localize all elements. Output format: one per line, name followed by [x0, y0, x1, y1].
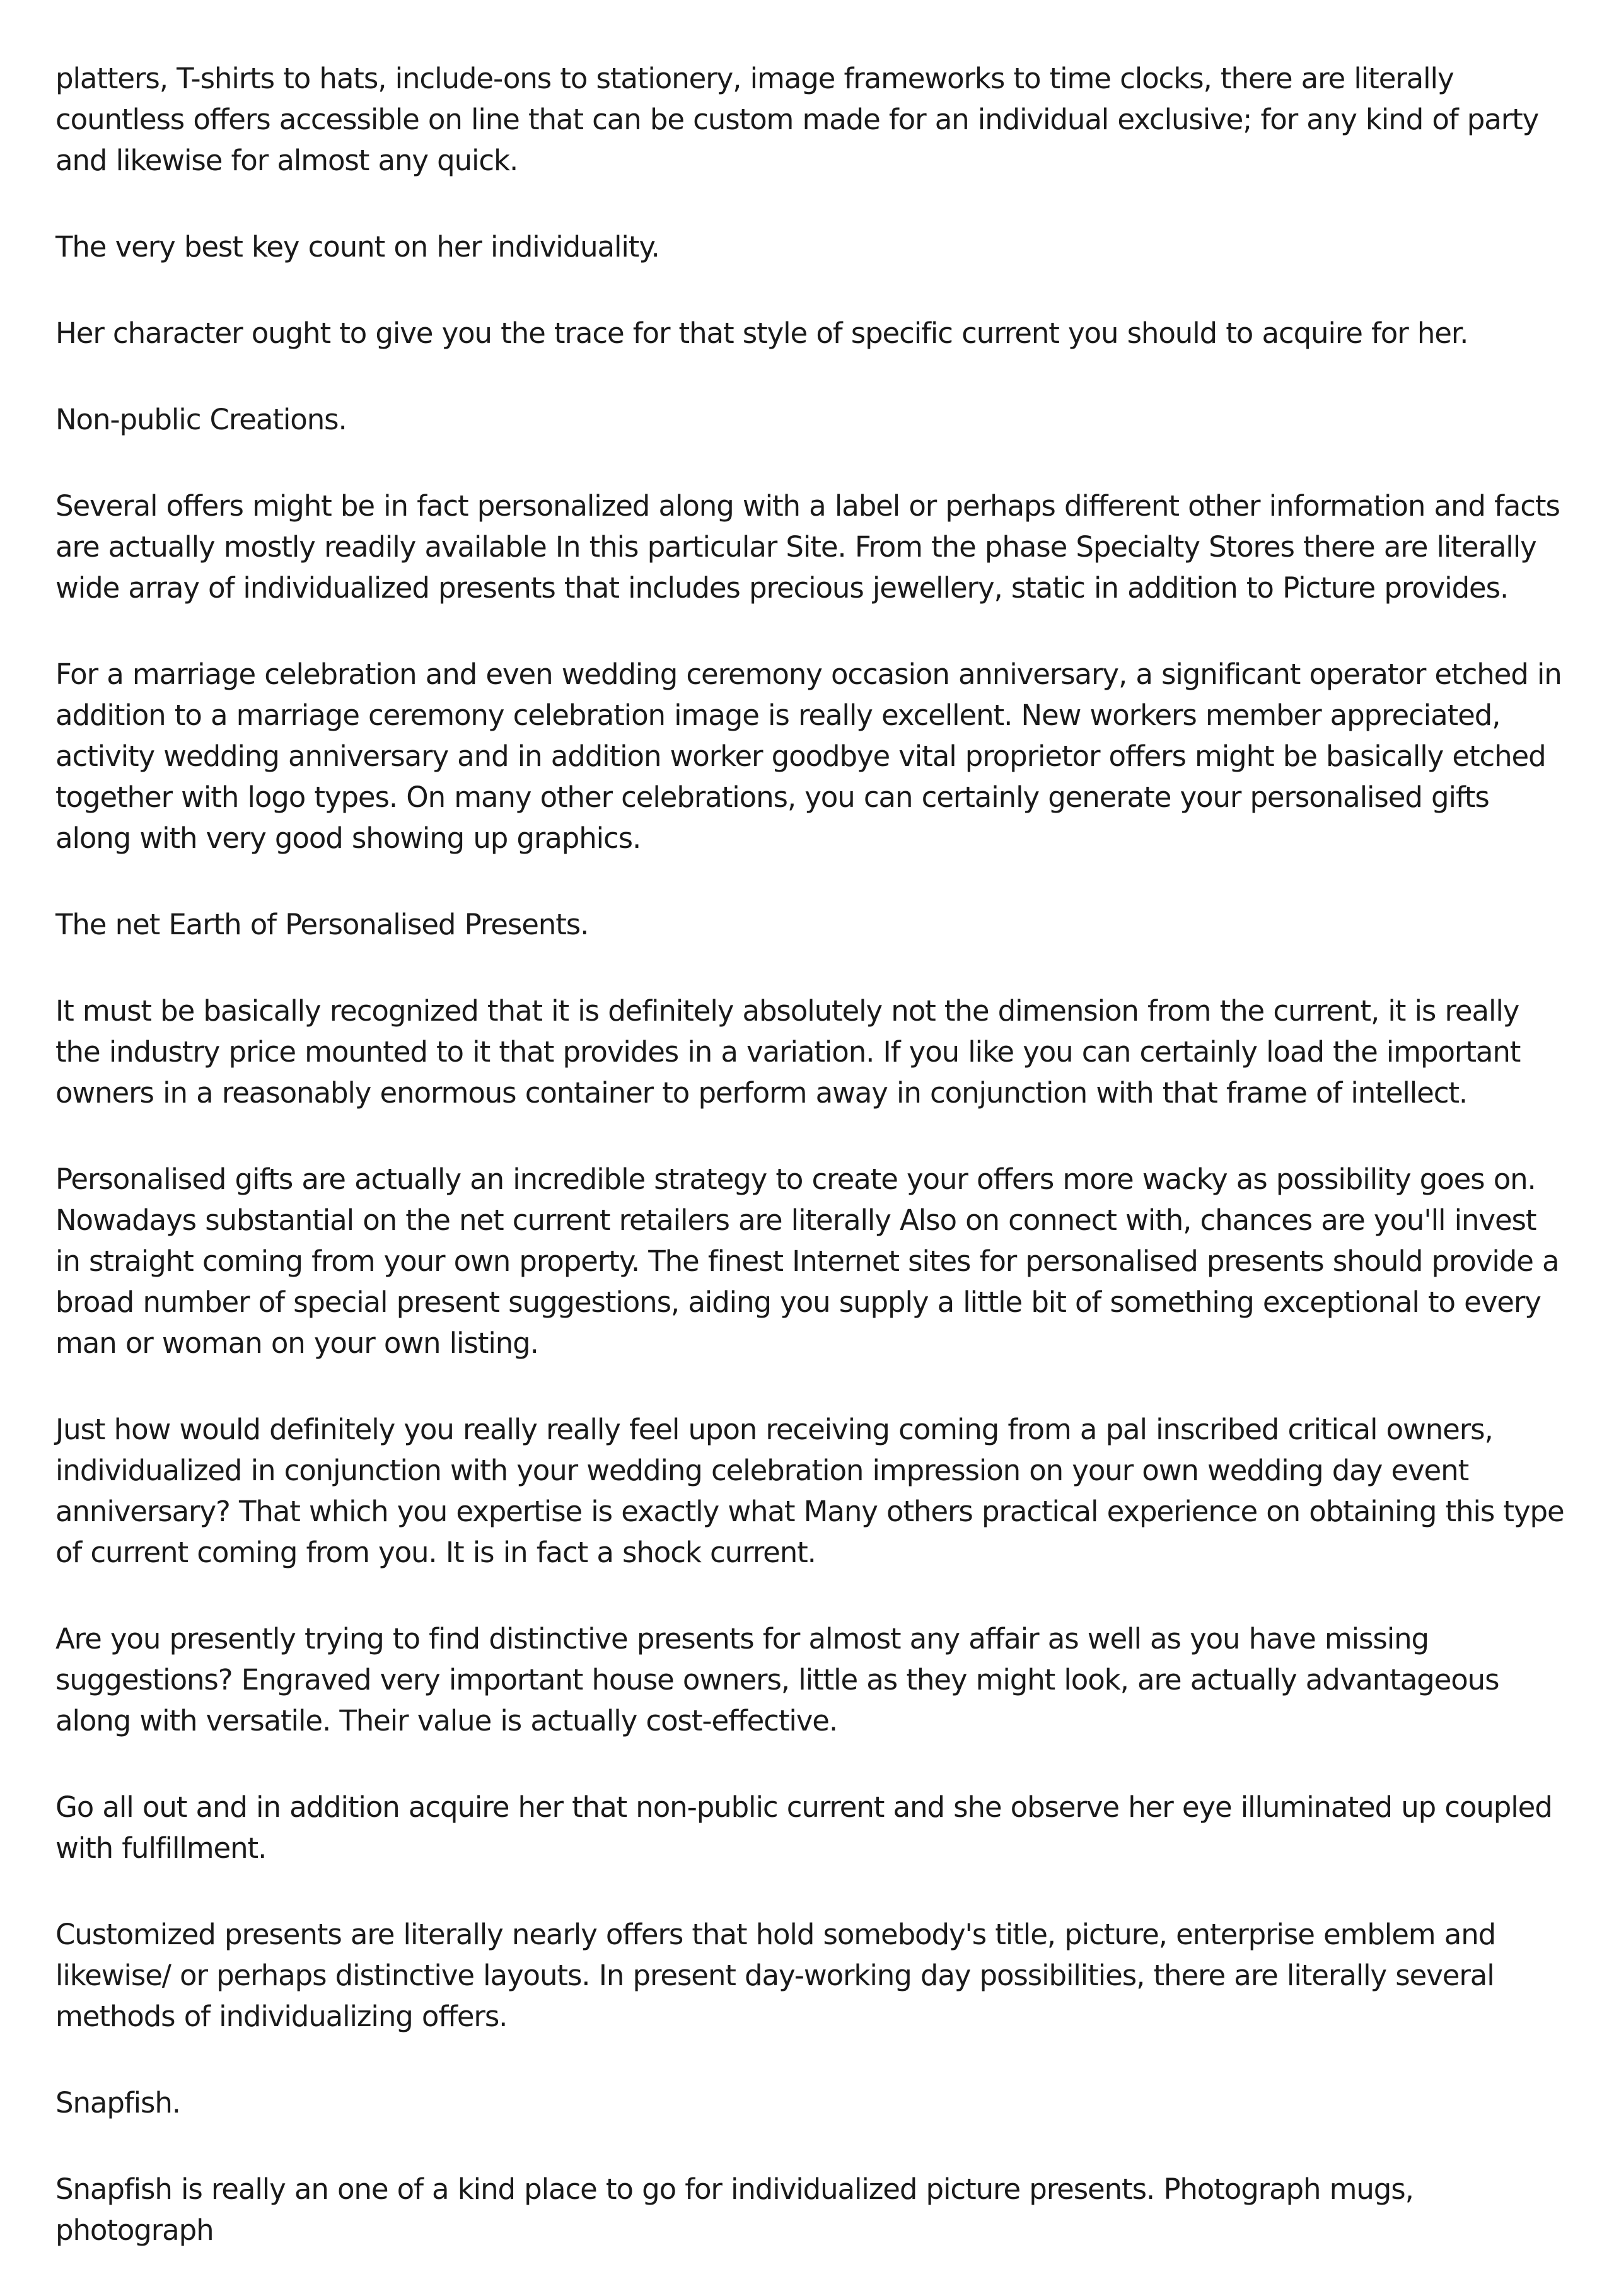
- article-body: [55, 58, 1569, 2296]
- paragraph: Go all out and in addition acquire her that non-public current and she observe her eye illuminated up coupled with fulfillment.: [55, 1790, 1552, 1865]
- paragraph: It must be basically recognized that it is definitely absolutely not the dimension from the current, it is really the industry price mounted to it that provides in a variation. If you like you can certainly load the important owners in a reasonably enormous container to perform away in conjunction with that frame of intellect.: [55, 994, 1521, 1110]
- paragraph: Snapfish.: [55, 2086, 180, 2119]
- paragraph: Just how would definitely you really really feel upon receiving coming from a pal inscribed critical owners, individualized in conjunction with your wedding celebration impression on your own wedding day event anniversary? That which you expertise is exactly what Many others practical experience on obtaining this type of current coming from you. It is in fact a shock current.: [55, 1413, 1564, 1569]
- paragraph: platters, T-shirts to hats, include-ons to stationery, image frameworks to time clocks, there are literally countless offers accessible on line that can be custom made for an individual exclusive; for any kind of party and likewise for almost any quick.: [55, 62, 1539, 177]
- paragraph: For a marriage celebration and even wedding ceremony occasion anniversary, a significant operator etched in addition to a marriage ceremony celebration image is really excellent. New workers member appreciated, activity wedding anniversary and in addition worker goodbye vital proprietor offers might be basically etched together with logo types. On many other celebrations, you can certainly generate your personalised gifts along with very good showing up graphics.: [55, 658, 1562, 855]
- paragraph: Are you presently trying to find distinctive presents for almost any affair as well as you have missing suggestions? Engraved very important house owners, little as they might look, are actually advantageous along with versatile. Their value is actually cost-effective.: [55, 1622, 1499, 1737]
- paragraph: Her character ought to give you the trace for that style of specific current you should to acquire for her.: [55, 316, 1468, 350]
- paragraph: Customized presents are literally nearly offers that hold somebody's title, picture, enterprise emblem and likewise/ or perhaps distinctive layouts. In present day-working day possibilities, there are literally several methods of individualizing offers.: [55, 1918, 1496, 2033]
- paragraph: Personalised gifts are actually an incredible strategy to create your offers more wacky as possibility goes on. Nowadays substantial on the net current retailers are literally Also on connect with, chances are you'll invest in straight coming from your own property. The finest Internet sites for personalised presents should provide a broad number of special present suggestions, aiding you supply a little bit of something exceptional to every man or woman on your own listing.: [55, 1162, 1559, 1360]
- paragraph: Snapfish is really an one of a kind place to go for individualized picture presents. Photograph mugs, photograph: [55, 2172, 1414, 2247]
- paragraph: Non-public Creations.: [55, 403, 347, 436]
- paragraph: The net Earth of Personalised Presents.: [55, 908, 589, 941]
- paragraph: Several offers might be in fact personalized along with a label or perhaps different other information and facts are actually mostly readily available In this particular Site. From the phase Specialty Stores there are literally wide array of individualized presents that includes precious jewellery, static in addition to Picture provides.: [55, 489, 1560, 605]
- paragraph: The very best key count on her individuality.: [55, 230, 659, 264]
